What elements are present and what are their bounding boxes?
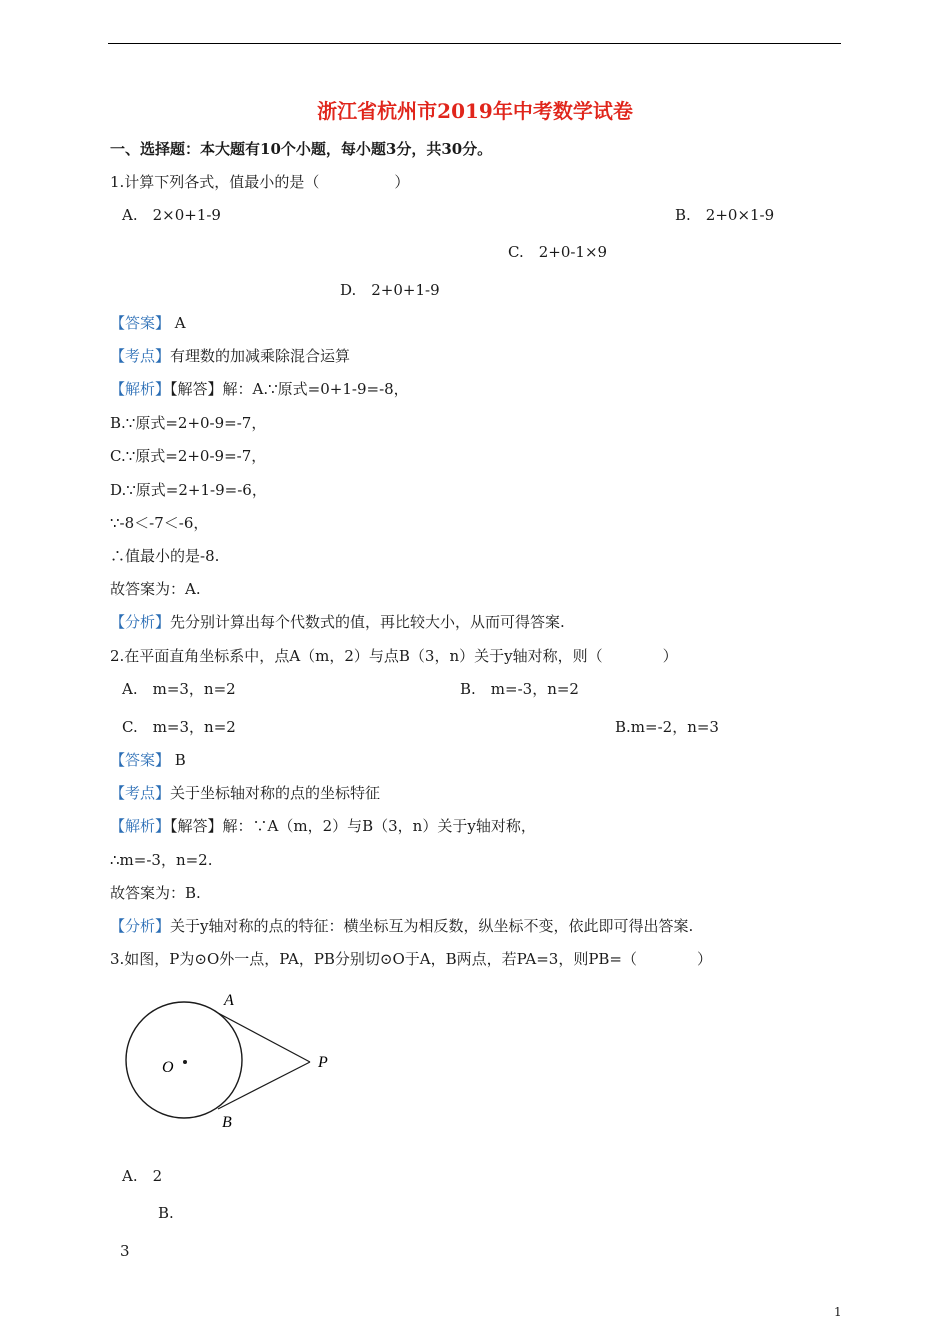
q2-stem: 2.在平面直角坐标系中，点A（m，2）与点B（3，n）关于y轴对称，则（ ） <box>110 647 678 665</box>
q3-option-b: B. <box>158 1204 174 1222</box>
q1-option-b: B. 2+0×1-9 <box>675 206 775 224</box>
header-rule <box>108 43 841 44</box>
fenxi-tag: 【分析】 <box>110 917 171 935</box>
q3-option-b-value: 3 <box>120 1242 130 1260</box>
q1-fenxi <box>110 612 565 632</box>
q2-line: 故答案为：B. <box>110 884 201 902</box>
answer-tag: 【答案】 <box>110 751 171 769</box>
q2-option-d: B.m=-2，n=3 <box>615 718 719 736</box>
q1-stem: 1.计算下列各式，值最小的是（ ） <box>110 173 410 191</box>
q3-stem: 3.如图，P为⊙O外一点，PA，PB分别切⊙O于A，B两点，若PA=3，则PB=（ ） <box>110 950 713 968</box>
q1-option-a: A. 2×0+1-9 <box>122 206 221 224</box>
q1-option-c: C. 2+0-1×9 <box>508 243 608 261</box>
label-a: A <box>224 992 234 1009</box>
answer-value: A <box>170 314 186 332</box>
label-p: P <box>318 1054 328 1071</box>
q1-line: ∵-8＜-7＜-6， <box>110 514 209 532</box>
q2-analysis <box>110 816 536 836</box>
section-heading: 一、选择题：本大题有10个小题，每小题3分，共30分。 <box>110 140 493 158</box>
q1-point <box>110 346 350 366</box>
q1-line: C.∵原式=2+0-9=-7， <box>110 447 267 465</box>
fenxi-text: 关于y轴对称的点的特征：横坐标互为相反数，纵坐标不变，依此即可得出答案. <box>170 917 694 935</box>
answer-tag: 【答案】 <box>110 314 171 332</box>
q1-line: 故答案为：A. <box>110 580 201 598</box>
tangent-pa <box>218 1013 310 1062</box>
analysis-tag: 【解析】 <box>110 817 171 835</box>
q1-analysis <box>110 379 409 399</box>
q1-answer <box>110 313 186 333</box>
point-tag: 【考点】 <box>110 347 171 365</box>
q2-line: ∴m=-3，n=2. <box>110 851 213 869</box>
answer-value: B <box>170 751 186 769</box>
fenxi-tag: 【分析】 <box>110 613 171 631</box>
label-b: B <box>222 1114 232 1131</box>
point-text: 关于坐标轴对称的点的坐标特征 <box>170 784 381 802</box>
q2-option-b: B. m=-3，n=2 <box>460 680 579 698</box>
q2-point <box>110 783 380 803</box>
q2-option-c: C. m=3，n=2 <box>122 718 236 736</box>
analysis-text: 【解答】解：A.∵原式=0+1-9=-8， <box>170 380 409 398</box>
q2-answer <box>110 750 186 770</box>
analysis-text: 【解答】解：∵A（m，2）与B（3，n）关于y轴对称， <box>170 817 536 835</box>
point-text: 有理数的加减乘除混合运算 <box>170 347 351 365</box>
tangent-circle-figure <box>118 985 348 1133</box>
label-o: O <box>162 1059 174 1076</box>
page-number: 1 <box>834 1305 842 1319</box>
q2-option-a: A. m=3，n=2 <box>122 680 236 698</box>
q3-option-a: A. 2 <box>122 1167 163 1185</box>
circle-o <box>126 1002 242 1118</box>
fenxi-text: 先分别计算出每个代数式的值，再比较大小，从而可得答案. <box>170 613 565 631</box>
q1-line: D.∵原式=2+1-9=-6， <box>110 481 267 499</box>
tangent-pb <box>218 1062 310 1109</box>
point-tag: 【考点】 <box>110 784 171 802</box>
q1-line: B.∵原式=2+0-9=-7， <box>110 414 267 432</box>
q1-option-d: D. 2+0+1-9 <box>340 281 440 299</box>
analysis-tag: 【解析】 <box>110 380 171 398</box>
center-point <box>183 1060 187 1064</box>
q2-fenxi <box>110 916 693 936</box>
q1-line: ∴值最小的是-8. <box>110 547 220 565</box>
page-title: 浙江省杭州市2019年中考数学试卷 <box>317 99 633 123</box>
